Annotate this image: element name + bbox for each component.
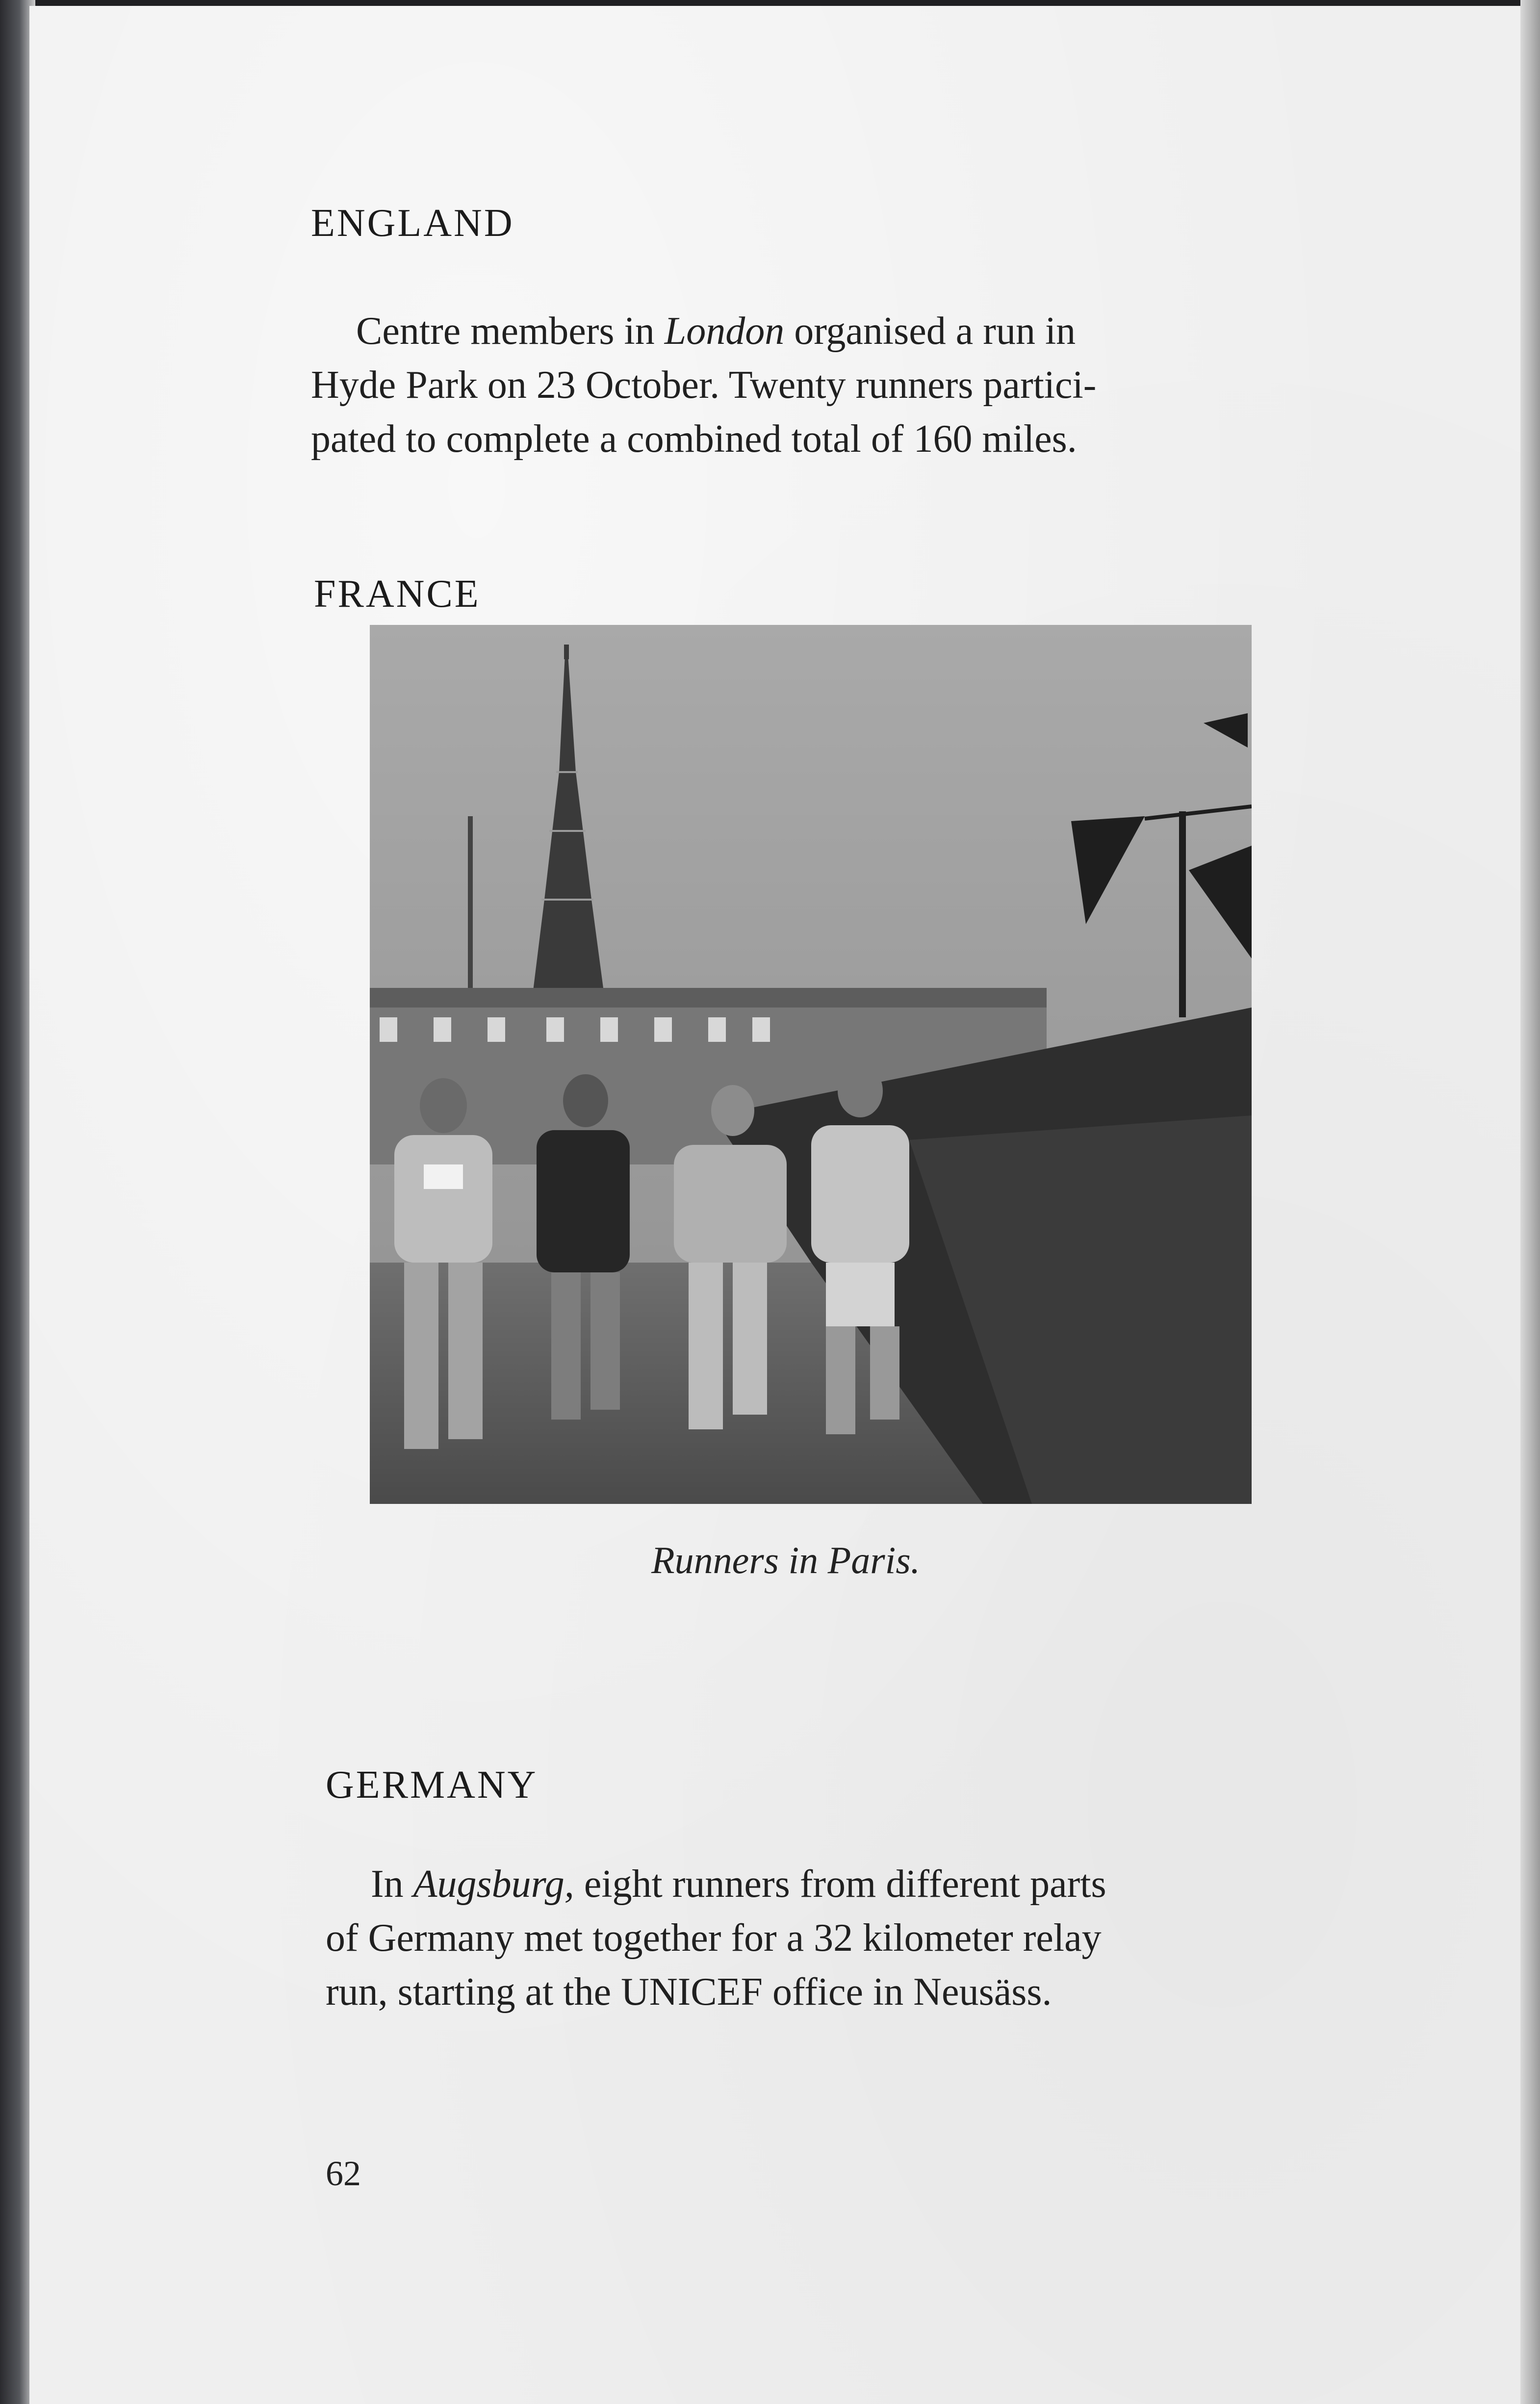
photo-runners-in-paris xyxy=(370,625,1252,1504)
section-heading-france: FRANCE xyxy=(314,572,481,616)
paragraph-germany xyxy=(326,1857,1302,2019)
paragraph-line xyxy=(311,304,1292,358)
section-heading-england: ENGLAND xyxy=(311,202,514,245)
photo-caption: Runners in Paris. xyxy=(651,1539,921,1581)
place-name-london: London xyxy=(664,310,785,353)
paragraph-line: Hyde Park on 23 October. Twenty runners partici- xyxy=(311,363,1097,407)
paragraph-line: pated to complete a combined total of 160 miles. xyxy=(311,417,1077,461)
text-run: eight runners from different parts xyxy=(574,1862,1106,1906)
paragraph-england xyxy=(311,304,1292,466)
paragraph-line: run, starting at the UNICEF office in Neusäss. xyxy=(326,1970,1052,2014)
section-heading-germany: GERMANY xyxy=(326,1763,538,1807)
text-run: organised a run in xyxy=(784,310,1076,353)
text-run: Centre members in xyxy=(356,310,665,353)
page-number: 62 xyxy=(326,2154,361,2193)
paragraph-line xyxy=(326,1857,1302,1911)
place-name-augsburg: Augsburg, xyxy=(413,1862,574,1906)
photo-illustration xyxy=(370,625,1252,1504)
page-edge-shadow xyxy=(1520,0,1540,2404)
text-run: In xyxy=(371,1862,413,1906)
paragraph-line: of Germany met together for a 32 kilometer relay xyxy=(326,1916,1102,1960)
